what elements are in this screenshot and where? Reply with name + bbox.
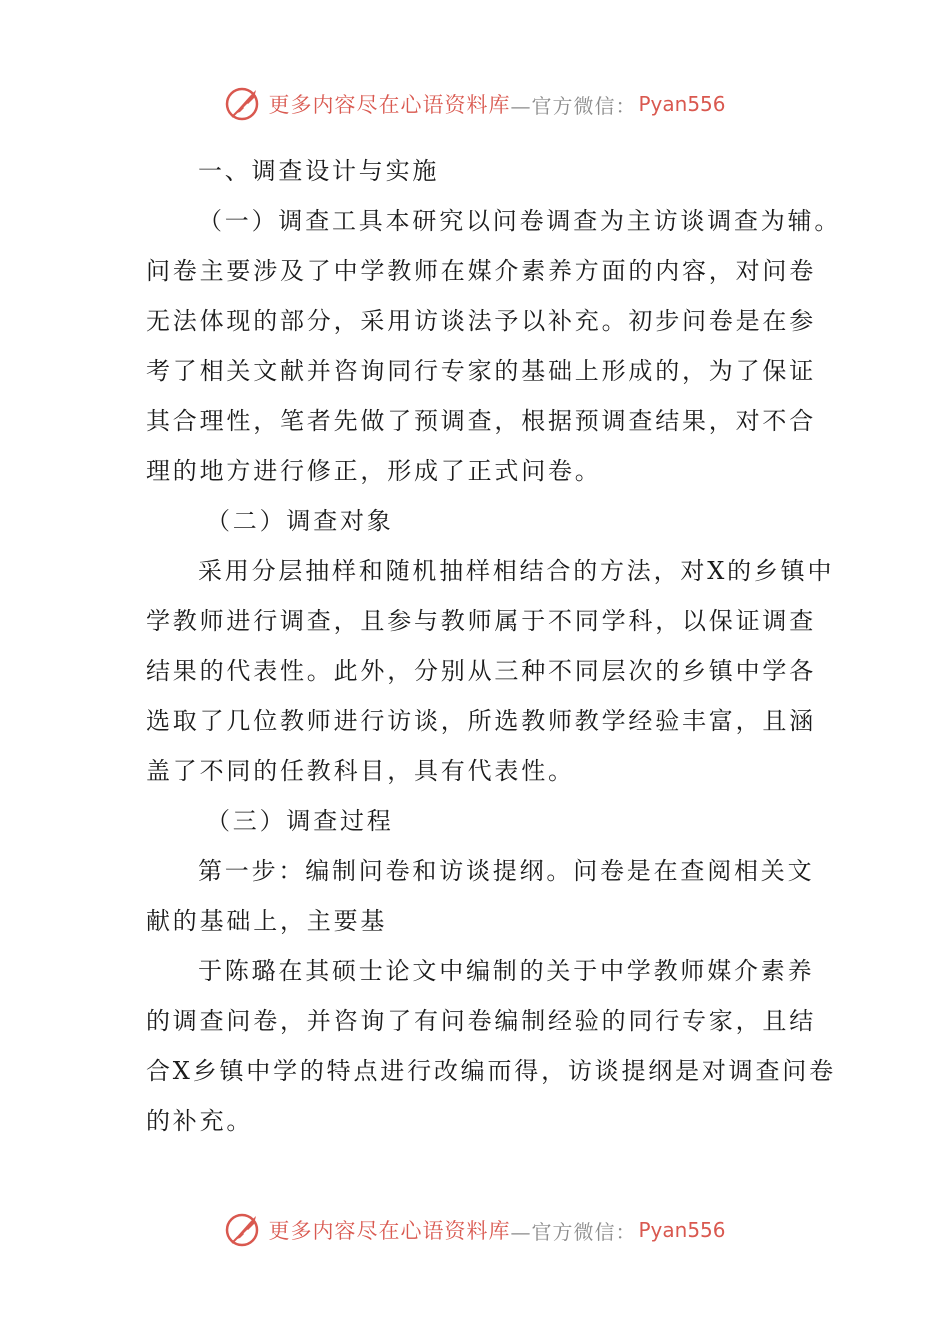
paragraph-line: 盖了不同的任教科目，具有代表性。: [146, 757, 575, 785]
paragraph-line: 问卷主要涉及了中学教师在媒介素养方面的内容，对问卷: [146, 257, 816, 285]
wechat-id: Pyan556: [638, 1218, 726, 1242]
paragraph-line: 无法体现的部分，采用访谈法予以补充。初步问卷是在参: [146, 307, 816, 335]
subheading-2: （二）调查对象: [206, 507, 394, 535]
quill-logo-icon: [224, 84, 264, 124]
paragraph-line: 选取了几位教师进行访谈，所选教师教学经验丰富，且涵: [146, 707, 816, 735]
paragraph-line: 结果的代表性。此外，分别从三种不同层次的乡镇中学各: [146, 657, 816, 685]
paragraph-line: 献的基础上，主要基: [146, 907, 388, 935]
header-watermark: [0, 82, 950, 126]
paragraph-line: 考了相关文献并咨询同行专家的基础上形成的，为了保证: [146, 357, 816, 385]
paragraph-line: 于陈璐在其硕士论文中编制的关于中学教师媒介素养: [198, 957, 815, 985]
brand-text: 更多内容尽在心语资料库: [268, 1219, 511, 1243]
paragraph-line: 的补充。: [146, 1107, 254, 1135]
paragraph-line: （一）调查工具本研究以问卷调查为主访谈调查为辅。: [198, 207, 842, 235]
brand-text: 更多内容尽在心语资料库: [268, 93, 511, 117]
dash-text: —官方微信：: [510, 1219, 637, 1244]
footer-watermark: [0, 1208, 950, 1252]
paragraph-line: 学教师进行调查，且参与教师属于不同学科，以保证调查: [146, 607, 816, 635]
quill-logo-icon: [224, 1210, 264, 1250]
dash-text: —官方微信：: [510, 93, 637, 118]
paragraph-line: 其合理性，笔者先做了预调查，根据预调查结果，对不合: [146, 407, 816, 435]
paragraph-line: 理的地方进行修正，形成了正式问卷。: [146, 457, 602, 485]
paragraph-line: 采用分层抽样和随机抽样相结合的方法，对X的乡镇中: [198, 557, 835, 585]
heading-section-1: 一、调查设计与实施: [198, 157, 440, 185]
paragraph-line: 的调查问卷，并咨询了有问卷编制经验的同行专家，且结: [146, 1007, 816, 1035]
wechat-id: Pyan556: [638, 92, 726, 116]
subheading-3: （三）调查过程: [206, 807, 394, 835]
paragraph-line: 合X乡镇中学的特点进行改编而得，访谈提纲是对调查问卷: [146, 1057, 836, 1085]
document-body: [146, 146, 842, 1146]
paragraph-line: 第一步：编制问卷和访谈提纲。问卷是在查阅相关文: [198, 857, 815, 885]
